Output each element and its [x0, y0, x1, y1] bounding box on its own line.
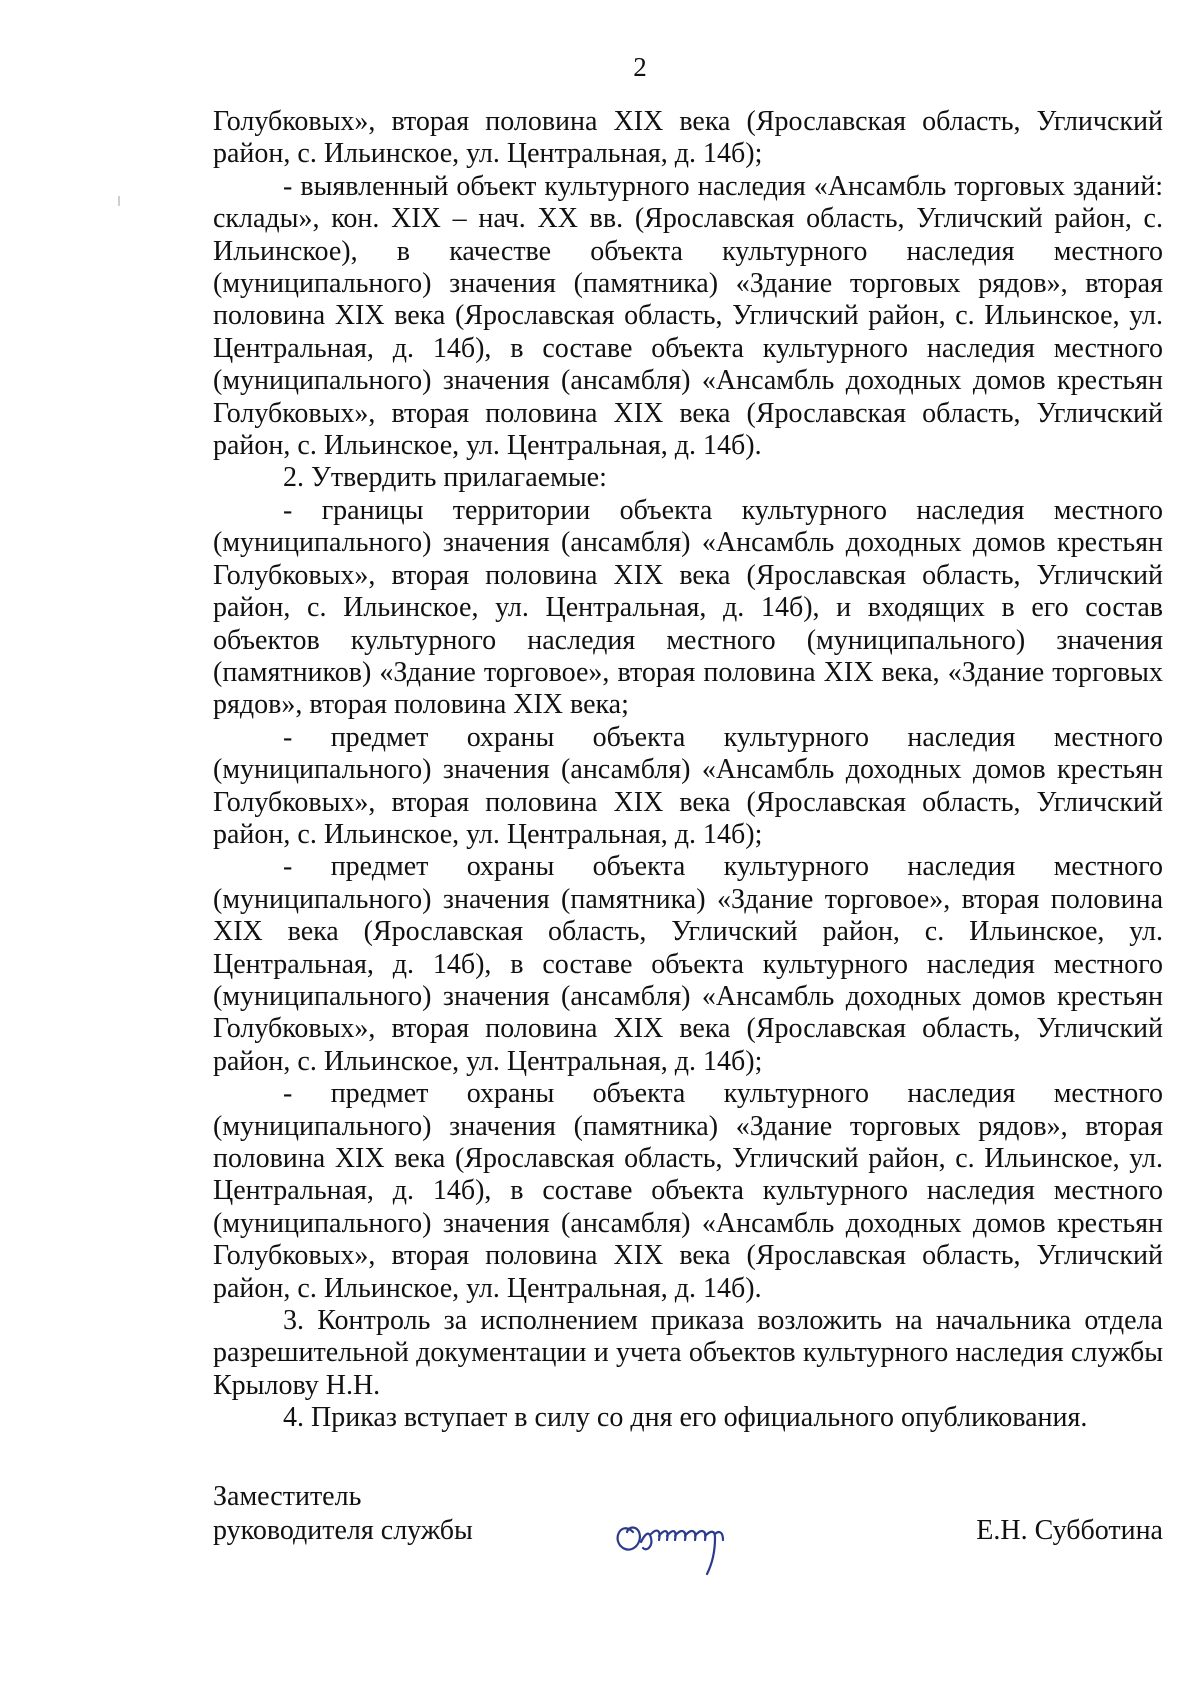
paragraph-protection-subject-trade-building: - предмет охраны объекта культурного наследия местного (муниципального) значения (памятника) «Здание торговое», вторая половина XIX века (Ярославская область, Угличский район, с. Ильинское, ул. Центральная, д. 14б), в составе объекта культурного наследия местного (муниципального) значения (ансамбля) «Ансамбль доходных домов крестьян Голубковых», вторая половина XIX века (Ярославская область, Угличский район, с. Ильинское, ул. Центральная, д. 14б);: [213, 851, 1163, 1077]
page-number: 2: [633, 52, 647, 82]
paragraph-protection-subject-ensemble: - предмет охраны объекта культурного наследия местного (муниципального) значения (ансамбля) «Ансамбль доходных домов крестьян Голубковых», вторая половина XIX века (Ярославская область, Угличский район, с. Ильинское, ул. Центральная, д. 14б);: [213, 721, 1163, 850]
signature-block: [213, 1480, 1163, 1590]
paragraph-continuation: Голубковых», вторая половина XIX века (Ярославская область, Угличский район, с. Ильинское, ул. Центральная, д. 14б);: [213, 106, 1163, 170]
signer-position-line-2: руководителя службы: [213, 1515, 473, 1546]
paragraph-protection-subject-trade-rows: - предмет охраны объекта культурного наследия местного (муниципального) значения (памятника) «Здание торговых рядов», вторая половина XIX века (Ярославская область, Угличский район, с. Ильинское, ул. Центральная, д. 14б), в составе объекта культурного наследия местного (муниципального) значения (ансамбля) «Ансамбль доходных домов крестьян Голубковых», вторая половина XIX века (Ярославская область, Угличский район, с. Ильинское, ул. Центральная, д. 14б).: [213, 1078, 1163, 1304]
paragraph-territory-boundaries: - границы территории объекта культурного наследия местного (муниципального) значения (ансамбля) «Ансамбль доходных домов крестьян Голубковых», вторая половина XIX века (Ярославская область, Угличский район, с. Ильинское, ул. Центральная, д. 14б), и входящих в его состав объектов культурного наследия местного (муниципального) значения (памятников) «Здание торговое», вторая половина XIX века, «Здание торговых рядов», вторая половина XIX века;: [213, 494, 1163, 721]
signer-position: [213, 1480, 473, 1548]
paragraph-item-4: 4. Приказ вступает в силу со дня его официального опубликования.: [283, 1402, 1088, 1434]
paragraph-item-3: 3. Контроль за исполнением приказа возложить на начальника отдела разрешительной документации и учета объектов культурного наследия службы Крылову Н.Н.: [213, 1305, 1163, 1401]
signer-name: Е.Н. Субботина: [976, 1515, 1163, 1546]
signer-position-line-1: Заместитель: [213, 1481, 362, 1512]
scan-artifact: [118, 196, 120, 206]
paragraph-item-2: 2. Утвердить прилагаемые:: [283, 462, 607, 494]
document-body: [213, 106, 1163, 1435]
handwritten-signature-icon: [603, 1490, 763, 1580]
paragraph-identified-object: - выявленный объект культурного наследия «Ансамбль торговых зданий: склады», кон. XIX – нач. XX вв. (Ярославская область, Угличский район, с. Ильинское), в качестве объекта культурного наследия местного (муниципального) значения (памятника) «Здание торговых рядов», вторая половина XIX века (Ярославская область, Угличский район, с. Ильинское, ул. Центральная, д. 14б), в составе объекта культурного наследия местного (муниципального) значения (ансамбля) «Ансамбль доходных домов крестьян Голубковых», вторая половина XIX века (Ярославская область, Угличский район, с. Ильинское, ул. Центральная, д. 14б).: [213, 170, 1163, 462]
